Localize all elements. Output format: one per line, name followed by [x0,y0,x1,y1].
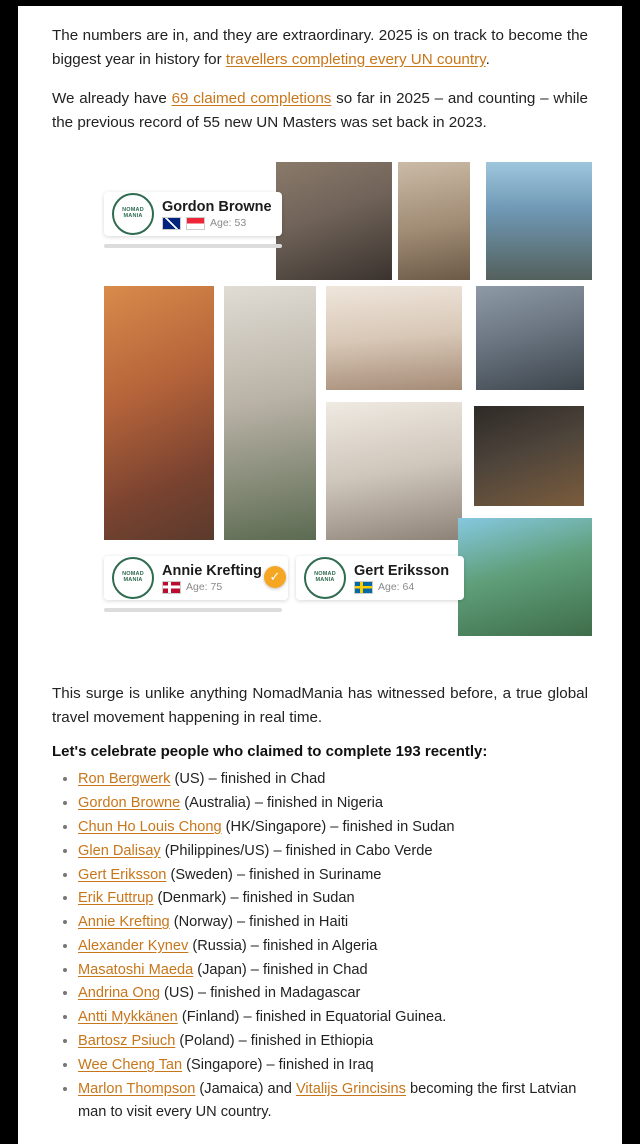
list-item [78,1006,588,1030]
badge-label: NOMAD MANIA [314,571,336,584]
person-link[interactable]: Glen Dalisay [78,842,161,859]
collage-photo-7 [476,286,584,390]
intro-text-after: . [485,50,490,68]
flag-australia-icon [162,217,181,230]
list-item [78,935,588,959]
person-detail: (Australia) – finished in Nigeria [180,795,383,812]
nomadmania-badge-icon [112,193,154,235]
profile-card-gert-eriksson[interactable] [296,556,464,600]
list-item [78,1078,588,1126]
nomadmania-badge-icon [304,557,346,599]
profile-card-gordon-browne[interactable] [104,192,282,236]
profile-name: Annie Krefting [162,562,262,579]
completions-text-after: so far in 2025 – and counting – while the previous record of 55 new UN Masters was set back in 2023. [52,90,588,131]
badge-label: NOMAD MANIA [122,207,144,220]
person-link[interactable]: Chun Ho Louis Chong [78,818,222,835]
collage-photo-4 [104,286,214,540]
list-item [78,959,588,983]
person-link[interactable]: Wee Cheng Tan [78,1056,183,1073]
person-link[interactable]: Gordon Browne [78,795,181,812]
person-detail: (Sweden) – finished in Suriname [166,866,382,883]
progress-bar-1 [104,244,282,248]
list-item [78,768,588,792]
person-detail: (HK/Singapore) – finished in Sudan [221,818,455,835]
person-detail: (Japan) – finished in Chad [193,961,368,978]
nomadmania-badge-icon [112,557,154,599]
person-link[interactable]: Erik Futtrup [78,890,154,907]
list-item [78,864,588,888]
collage-photo-3 [486,162,592,280]
progress-bar-2 [104,608,282,612]
flag-norway-icon [162,581,181,594]
person-link[interactable]: Antti Mykkänen [78,1009,178,1026]
collage-photo-5 [224,286,316,540]
person-link[interactable]: Annie Krefting [78,914,170,931]
profile-age: Age: 53 [210,217,247,230]
person-detail: (Russia) – finished in Algeria [188,937,378,954]
flag-singapore-icon [186,217,205,230]
completions-paragraph [52,87,588,134]
person-detail-mid: (Jamaica) and [195,1080,296,1097]
person-detail: (Denmark) – finished in Sudan [153,890,355,907]
profile-name: Gordon Browne [162,198,272,215]
person-detail: (Poland) – finished in Ethiopia [175,1032,374,1049]
verified-check-icon: ✓ [264,566,286,588]
person-link[interactable]: Bartosz Psiuch [78,1032,176,1049]
person-link[interactable]: Ron Bergwerk [78,771,171,788]
celebrate-heading: Let's celebrate people who claimed to complete 193 recently: [52,743,488,761]
claimed-completions-link[interactable]: 69 claimed completions [171,90,332,108]
person-link[interactable]: Masatoshi Maeda [78,961,194,978]
person-link[interactable]: Alexander Kynev [78,937,189,954]
completers-list [52,768,588,1125]
list-item [78,840,588,864]
person-link[interactable]: Vitalijs Grincisins [295,1080,406,1097]
person-detail: (Philippines/US) – finished in Cabo Verde [160,842,433,859]
photo-collage [52,150,588,670]
person-detail: (Singapore) – finished in Iraq [182,1056,374,1073]
person-detail: (US) – finished in Madagascar [159,985,361,1002]
surge-paragraph: This surge is unlike anything NomadMania has witnessed before, a true global travel movement happening in real time. [52,685,588,726]
article-content [18,6,622,1125]
person-link[interactable]: Andrina Ong [78,985,160,1002]
list-item [78,982,588,1006]
collage-photo-6 [326,286,462,390]
person-detail: becoming the first Latvian man to visit every UN country. [78,1080,577,1121]
collage-photo-2 [398,162,470,280]
list-item [78,1054,588,1078]
completions-text-before: We already have [52,90,172,108]
list-item [78,1030,588,1054]
person-link[interactable]: Gert Eriksson [78,866,167,883]
collage-photo-8 [326,402,462,540]
profile-age: Age: 75 [186,581,223,594]
intro-paragraph [52,24,588,71]
person-link[interactable]: Marlon Thompson [78,1080,196,1097]
un-country-link[interactable]: travellers completing every UN country [225,50,486,68]
person-detail: (US) – finished in Chad [170,771,326,788]
list-item [78,887,588,911]
intro-text-before: The numbers are in, and they are extraordinary. 2025 is on track to become the biggest year in history for [52,27,588,68]
collage-photo-10 [458,518,592,636]
collage-photo-1 [276,162,392,280]
profile-name: Gert Eriksson [354,562,450,579]
list-item [78,792,588,816]
flag-sweden-icon [354,581,373,594]
list-item [78,816,588,840]
person-detail: (Norway) – finished in Haiti [169,914,349,931]
list-item [78,911,588,935]
person-detail: (Finland) – finished in Equatorial Guinea. [177,1009,447,1026]
collage-photo-9 [474,406,584,506]
profile-card-annie-krefting[interactable] [104,556,288,600]
badge-label: NOMAD MANIA [122,571,144,584]
profile-age: Age: 64 [378,581,415,594]
